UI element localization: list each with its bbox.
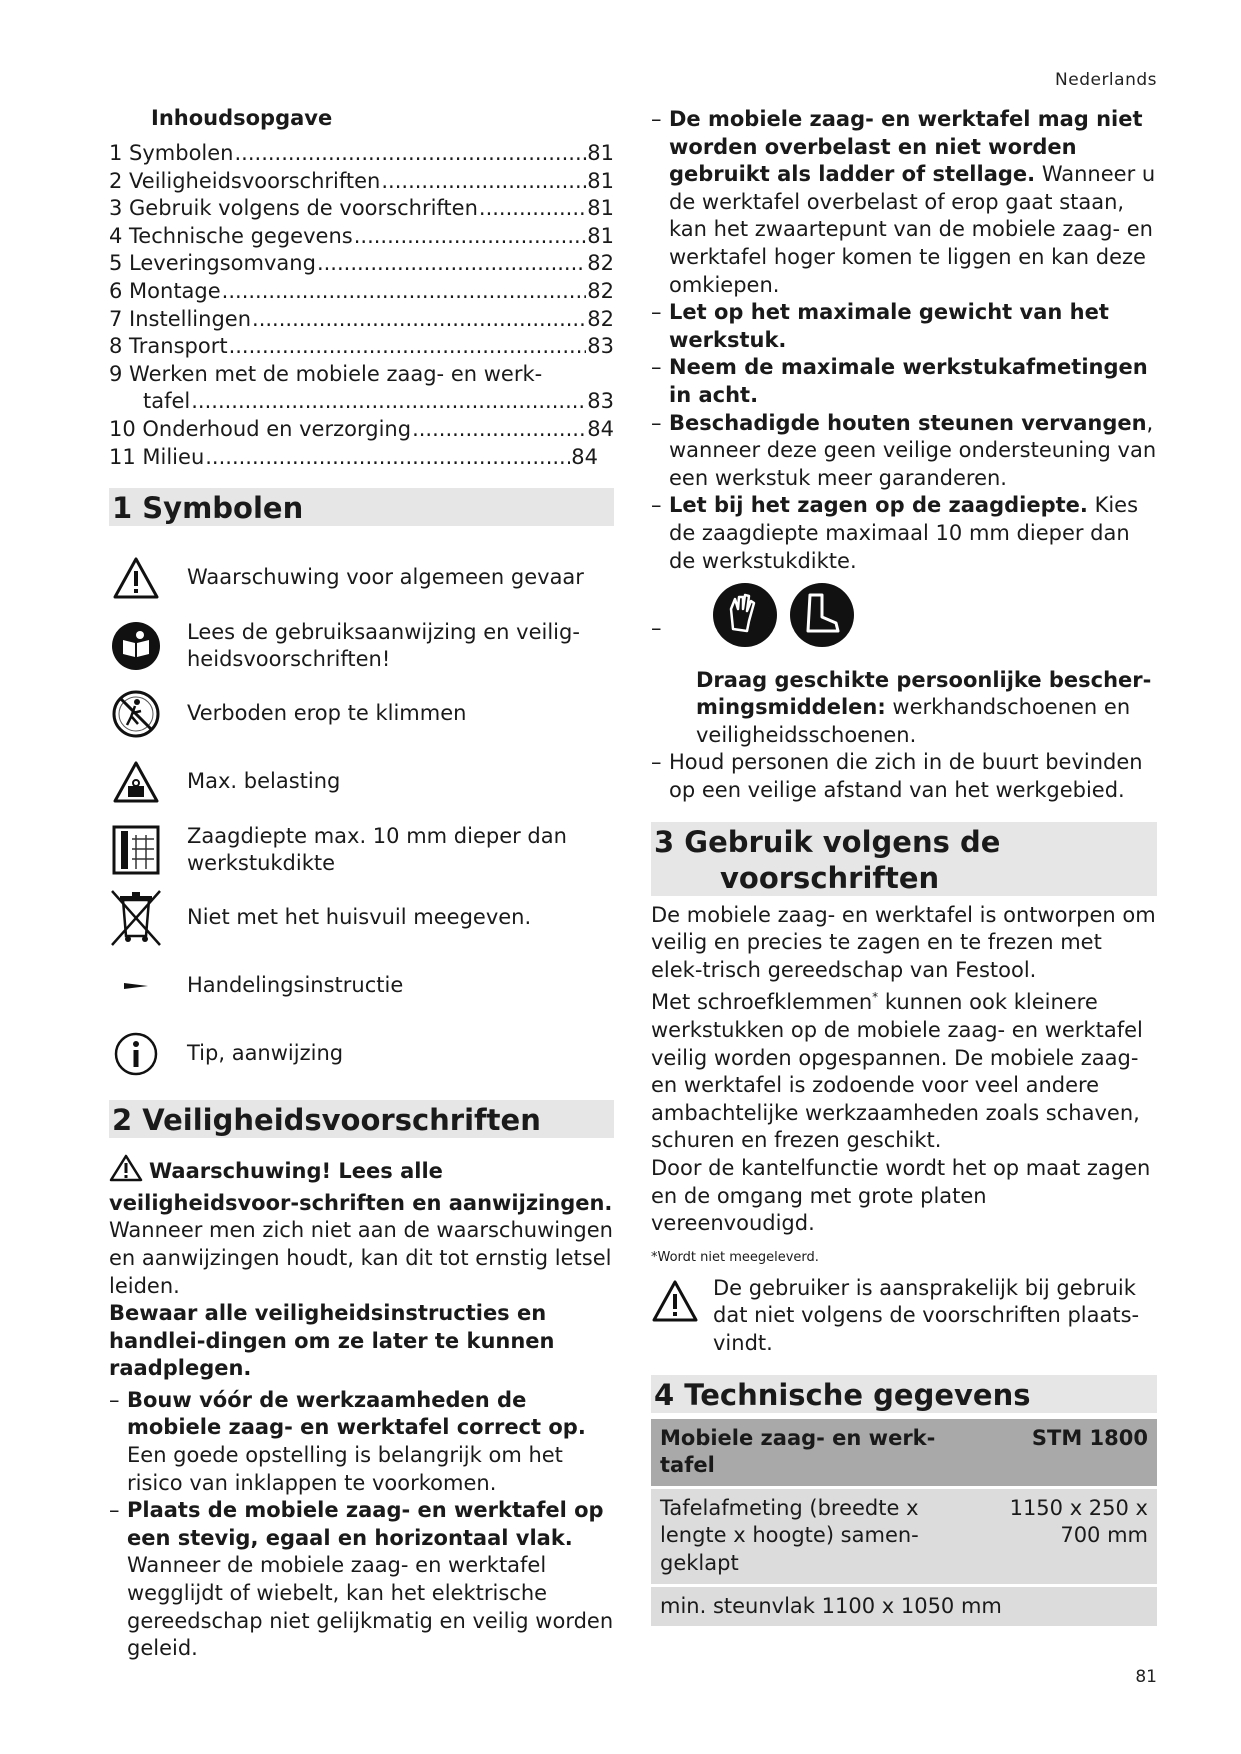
symbol-text: Max. belasting: [187, 769, 341, 794]
page-number: 81: [1135, 1667, 1157, 1687]
symbol-row: [109, 754, 614, 810]
symbol-row: [109, 686, 614, 742]
symbol-row: [109, 822, 614, 878]
symbol-list: [109, 550, 614, 1082]
read-manual-icon: [109, 619, 163, 673]
symbol-text: Verboden erop te klimmen: [187, 701, 467, 726]
toc-item[interactable]: 7 Instellingen ..... 82: [109, 306, 614, 334]
table-cell: STM 1800: [975, 1419, 1157, 1486]
list-item: – De mobiele zaag- en werktafel mag niet worden overbelast en niet worden gebruikt als ladder of stellage. Wanneer u de werktafel overbelast of erop gaat staan, kan het zwaartepunt van de mobiele zaag- en werktafel hoger komen te liggen en kan deze omkiepen.: [651, 107, 1156, 297]
toc-item[interactable]: 9 Werken met de mobiele zaag- en werk- tafel ..... 83: [109, 361, 614, 416]
symbol-text: Tip, aanwijzing: [187, 1041, 344, 1066]
list-item: – Houd personen die zich in de buurt bevinden op een veilige afstand van het werkgebied.: [651, 750, 1143, 803]
list-item: – Neem de maximale werkstukafmetingen in acht.: [651, 355, 1148, 407]
tech-data-table: [651, 1419, 1157, 1627]
footnote: *Wordt niet meegeleverd.: [651, 1249, 819, 1265]
paragraph: Met schroefklemmen* kunnen ook kleinere werkstukken op de mobiele zaag- en werktafel veilig worden opgespannen. De mobiele zaag- en werktafel is zodoende voor veel andere ambachtelijke werkzaamheden zoals schaven, schuren en frezen geschikt.: [651, 990, 1143, 1153]
safety-list-right: [651, 106, 1157, 805]
symbol-text: Zaagdiepte max. 10 mm dieper dan werkstukdikte: [187, 823, 567, 876]
list-item: – Let bij het zagen op de zaagdiepte. Kies de zaagdiepte maximaal 10 mm dieper dan de werkstukdikte.: [651, 493, 1139, 573]
section-heading-symbolen: 1 Symbolen: [109, 488, 614, 526]
safety-boots-icon: [788, 581, 856, 649]
no-climbing-icon: [109, 687, 163, 741]
symbol-text: Handelingsinstructie: [187, 973, 404, 998]
page-language: Nederlands: [1055, 70, 1157, 90]
toc-item[interactable]: 11 Milieu ..... 84: [109, 444, 598, 472]
left-column: [109, 106, 614, 1663]
list-item-ppe: – Draag geschikte persoonlijke bescher-mingsmiddelen: werkhandschoenen en veiligheidsschoenen.: [651, 581, 1157, 749]
liability-note: De gebruiker is aansprakelijk bij gebruik dat niet volgens de voorschriften plaats-vindt.: [651, 1275, 1157, 1358]
toc-item[interactable]: 2 Veiligheidsvoorschriften ..... 81: [109, 168, 614, 196]
symbol-row: [109, 618, 614, 674]
table-row: [651, 1489, 1157, 1584]
toc-title: Inhoudsopgave: [151, 106, 333, 130]
max-load-icon: [109, 755, 163, 809]
symbol-text: Lees de gebruiksaanwijzing en veilig-heidsvoorschriften!: [187, 619, 580, 672]
warning-triangle-icon: [109, 551, 163, 605]
list-item: – Beschadigde houten steunen vervangen, wanneer deze geen veilige ondersteuning van een werkstuk meer garanderen.: [651, 410, 1157, 490]
saw-depth-icon: [109, 823, 163, 877]
symbol-text: Niet met het huisvuil meegeven.: [187, 905, 532, 930]
section-heading-veiligheid: 2 Veiligheidsvoorschriften: [109, 1100, 614, 1138]
no-household-waste-icon: [109, 891, 163, 945]
section-heading-gebruik: 3 Gebruik volgens de voorschriften: [651, 822, 1157, 896]
table-row: [651, 1587, 1157, 1627]
warning-triangle-icon: [109, 1154, 143, 1190]
list-item: – Plaats de mobiele zaag- en werktafel op een stevig, egaal en horizontaal vlak. Wanneer de mobiele zaag- en werktafel wegglijdt of wiebelt, kan het elektrische gereedschap niet gelijkmatig en veilig worden geleid.: [109, 1498, 614, 1661]
toc-item[interactable]: 10 Onderhoud en verzorging ..... 84: [109, 416, 614, 444]
toc-item[interactable]: 6 Montage ..... 82: [109, 278, 614, 306]
symbol-row: [109, 890, 614, 946]
section-heading-technisch: 4 Technische gegevens: [651, 1375, 1157, 1413]
toc-item[interactable]: 3 Gebruik volgens de voorschriften ..... 81: [109, 195, 614, 223]
list-item: – Let op het maximale gewicht van het werkstuk.: [651, 300, 1109, 352]
right-column: [651, 106, 1157, 1626]
toc-item[interactable]: 8 Transport ..... 83: [109, 333, 614, 361]
table-of-contents: [109, 140, 614, 471]
gloves-icon: [711, 581, 779, 649]
symbol-text: Waarschuwing voor algemeen gevaar: [187, 565, 584, 590]
warning-triangle-icon: [651, 1279, 699, 1331]
safety-warning: Waarschuwing! Lees alle veiligheidsvoor-schriften en aanwijzingen. Wanneer men zich niet aan de waarschuwingen en aanwijzingen houdt, kan dit tot ernstig letsel leiden.: [109, 1154, 614, 1300]
table-cell: min. steunvlak 1100 x 1050 mm: [651, 1587, 1157, 1627]
table-header-row: [651, 1419, 1157, 1486]
table-cell: 1150 x 250 x 700 mm: [975, 1489, 1157, 1584]
toc-item[interactable]: 5 Leveringsomvang ..... 82: [109, 250, 614, 278]
symbol-row: [109, 1026, 614, 1082]
paragraph: De mobiele zaag- en werktafel is ontworpen om veilig en precies te zagen en te frezen met elek-trisch gereedschap van Festool.: [651, 902, 1156, 982]
paragraph: Door de kantelfunctie wordt het op maat zagen en de omgang met grote platen vereenvoudigd.: [651, 1156, 1151, 1236]
list-item: – Bouw vóór de werkzaamheden de mobiele zaag- en werktafel correct op. Een goede opstelling is belangrijk om het risico van inklappen te voorkomen.: [109, 1387, 586, 1495]
info-icon: [109, 1027, 163, 1081]
toc-item[interactable]: 4 Technische gegevens ..... 81: [109, 223, 614, 251]
table-cell: Mobiele zaag- en werk-tafel: [651, 1419, 975, 1486]
intended-use-text: [651, 902, 1157, 1238]
symbol-row: [109, 958, 614, 1014]
action-arrow-icon: [109, 959, 163, 1013]
symbol-row: [109, 550, 614, 606]
table-cell: Tafelafmeting (breedte x lengte x hoogte) samen-geklapt: [651, 1489, 975, 1584]
safety-list-left: [109, 1387, 614, 1663]
ppe-icons: [669, 581, 1157, 657]
toc-item[interactable]: 1 Symbolen ..... 81: [109, 140, 614, 168]
keep-instructions: Bewaar alle veiligheidsinstructies en handlei-dingen om ze later te kunnen raadplegen.: [109, 1301, 555, 1381]
